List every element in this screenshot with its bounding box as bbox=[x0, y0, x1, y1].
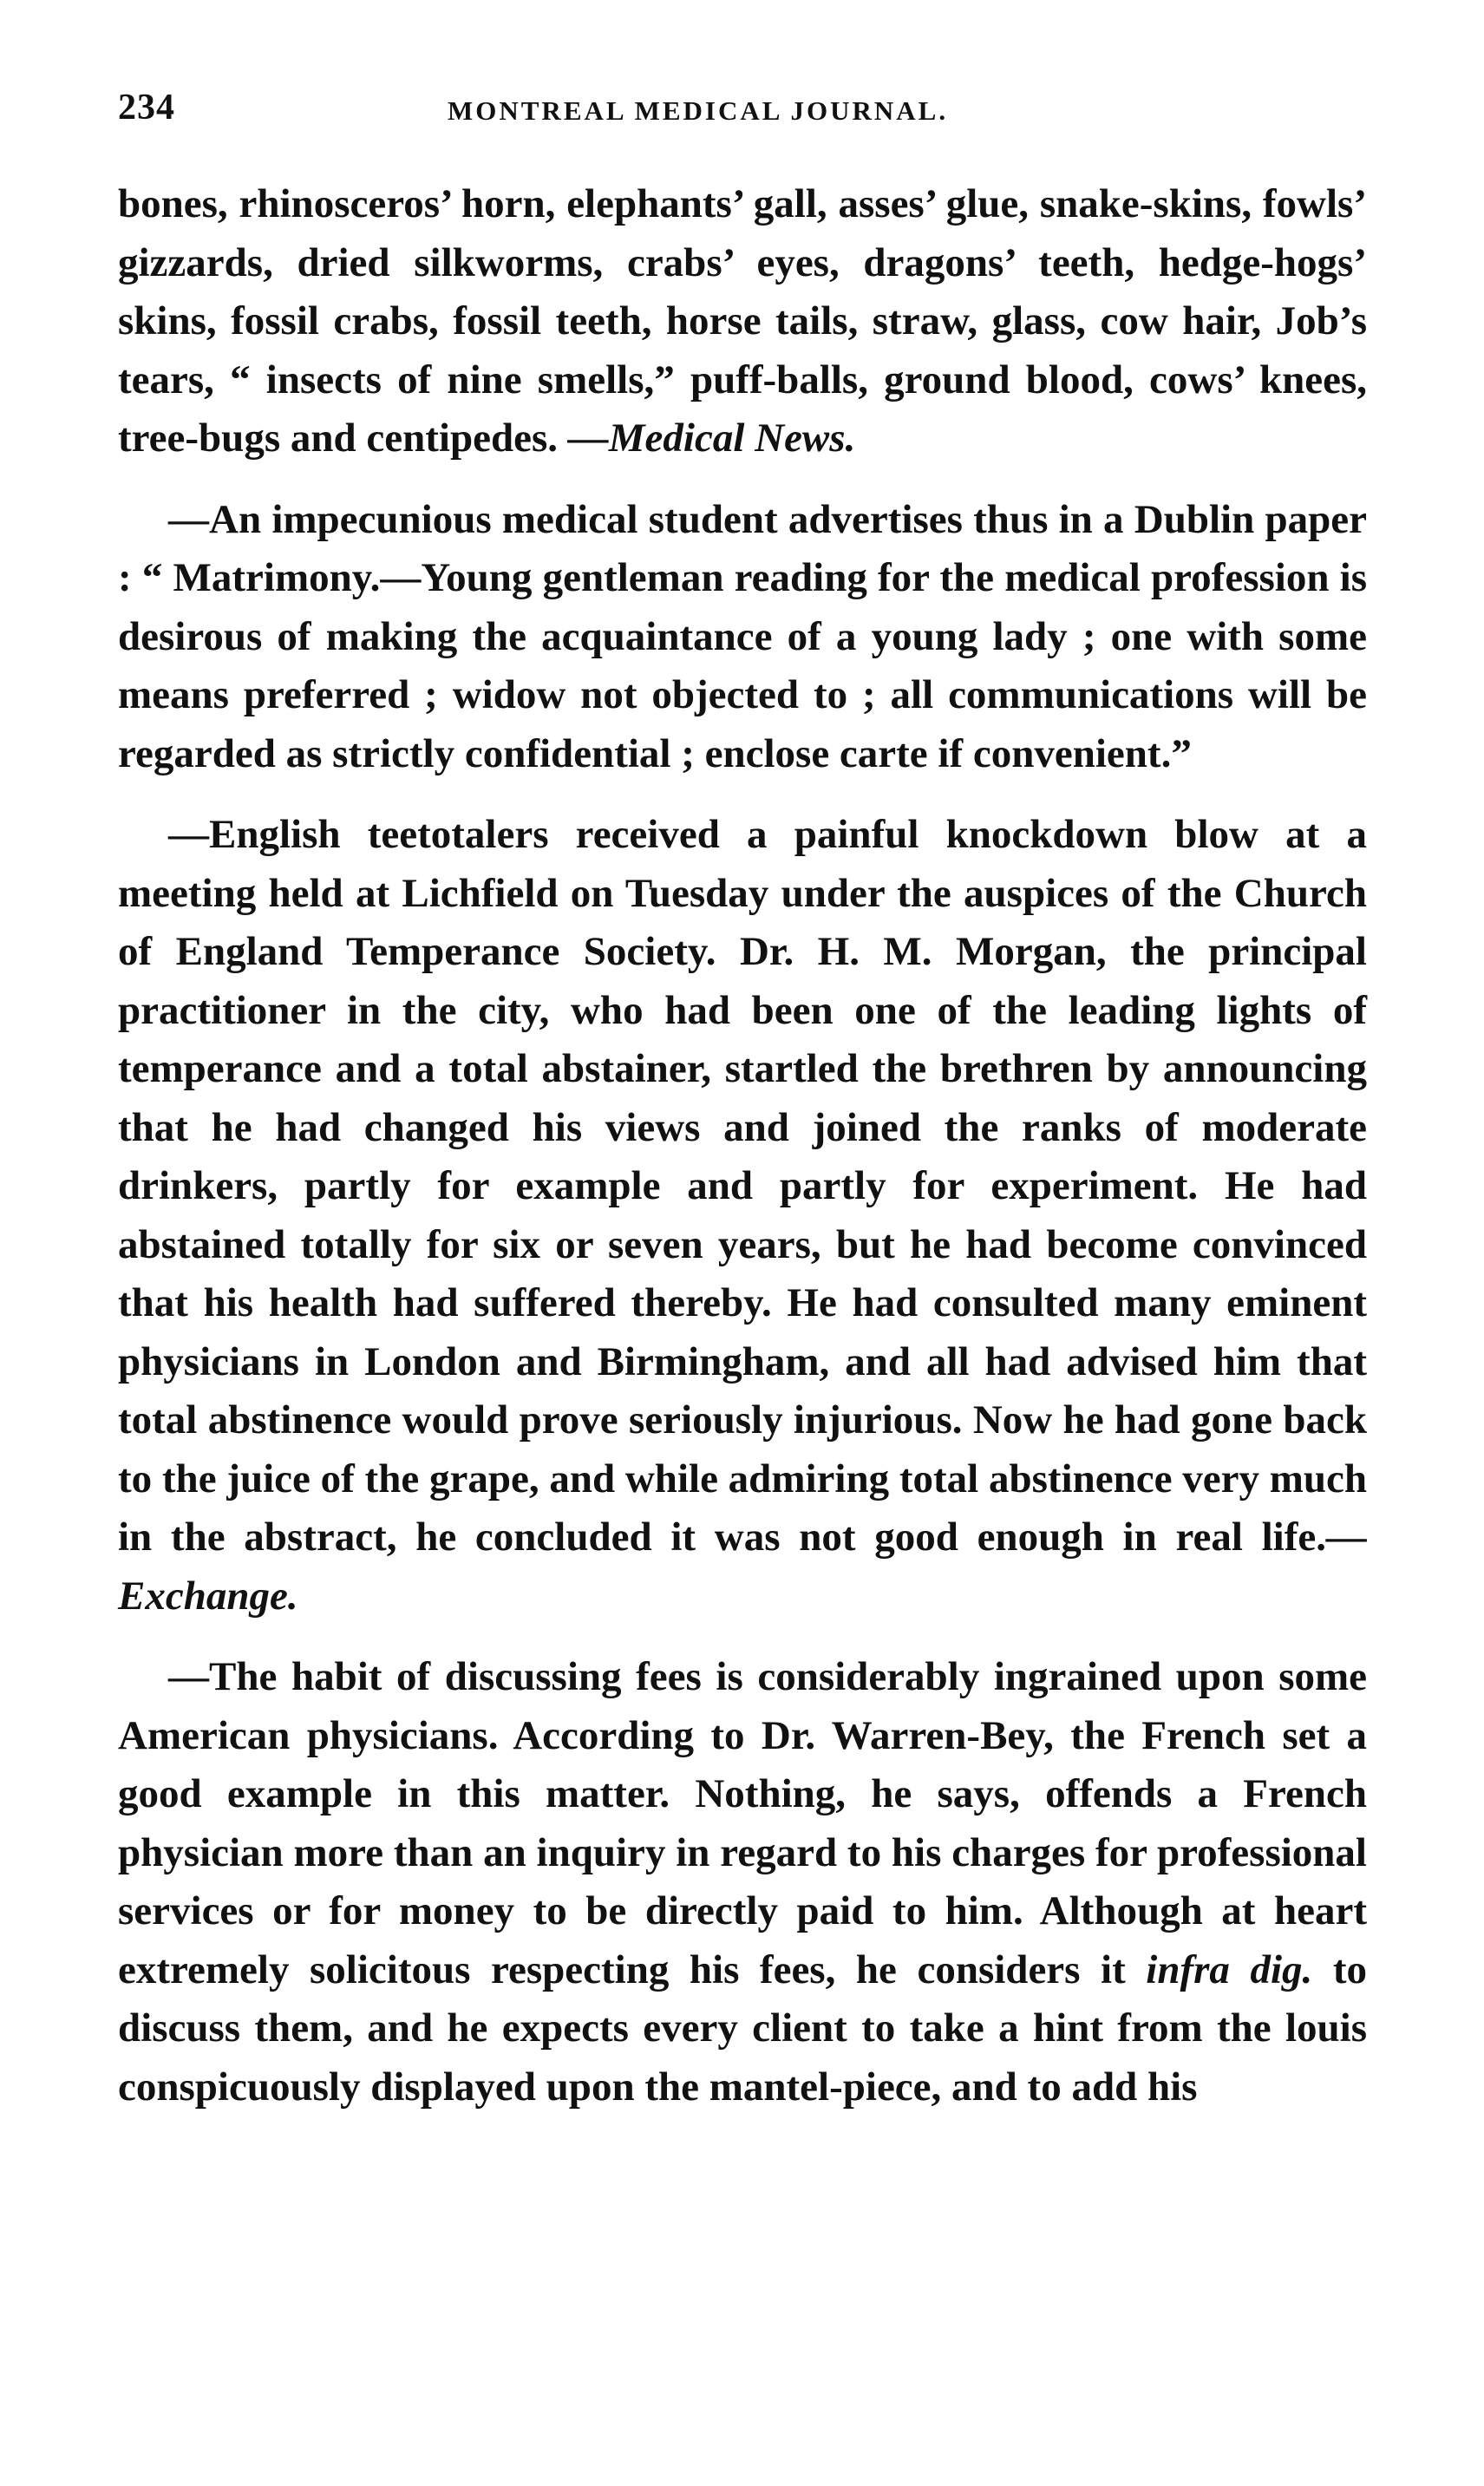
journal-title: MONTREAL MEDICAL JOURNAL. bbox=[448, 95, 949, 126]
paragraph-text: —English teetotalers received a painful knockdown blow at a meeting held at Lichfield on Tuesday under the auspices of the Church of England Temperance Society. Dr. H. M. Morgan, the principal practitioner in the city, who had been one of the leading lights of temperance and a total abstainer, startled the brethren by announcing that he had changed his views and joined the ranks of moderate drinkers, partly for example and partly for experiment. He had abstained totally for six or seven years, but he had become convinced that his health had suffered thereby. He had consulted many eminent physicians in London and Birmingham, and all had advised him that total abstinence would prove seriously injurious. Now he had gone back to the juice of the grape, and while admiring total abstinence very much in the abstract, he concluded it was not good enough in real life. bbox=[118, 812, 1367, 1560]
paragraph-text: bones, rhinosceros’ horn, elephants’ gall, asses’ glue, snake-skins, fowls’ gizzards, dried silkworms, crabs’ eyes, dragons’ teeth, hedge-hogs’ skins, fossil crabs, fossil teeth, horse tails, straw, glass, cow hair, Job’s tears, “ insects of nine smells,” puff-balls, ground blood, cows’ knees, tree-bugs and centipedes. bbox=[118, 181, 1367, 461]
paragraph-continuation bbox=[118, 175, 1367, 468]
paragraph-text: to discuss them, and he expects every client to take a hint from the louis conspicuously displayed upon the mantel-piece, and to add his bbox=[118, 1946, 1368, 2110]
paragraph-text: —The habit of discussing fees is considerably ingrained upon some American physicians. According to Dr. Warren-Bey, the French set a good example in this matter. Nothing, he says, offends a French physician more than an inquiry in regard to his charges for professional services or for money to be directly paid to him. Although at heart extremely solicitous respecting his fees, he considers it bbox=[118, 1654, 1367, 1992]
paragraph-fees bbox=[118, 1648, 1367, 2116]
paragraph-teetotalers bbox=[118, 806, 1367, 1626]
paragraph-text: —An impecunious medical student advertises thus in a Dublin paper : “ Matrimony.—Young gentleman reading for the medical profession is desirous of making the acquaintance of a young lady ; one with some means preferred ; widow not objected to ; all communications will be regarded as strictly confidential ; enclose carte if convenient.” bbox=[118, 496, 1367, 776]
running-head bbox=[118, 87, 1367, 139]
source-citation: —Medical News. bbox=[567, 415, 856, 461]
book-page bbox=[118, 87, 1367, 2139]
paragraph-matrimony bbox=[118, 491, 1367, 784]
page-number: 234 bbox=[118, 88, 175, 128]
source-citation: —Exchange. bbox=[118, 1514, 1367, 1619]
italic-phrase: infra dig. bbox=[1146, 1946, 1313, 1992]
